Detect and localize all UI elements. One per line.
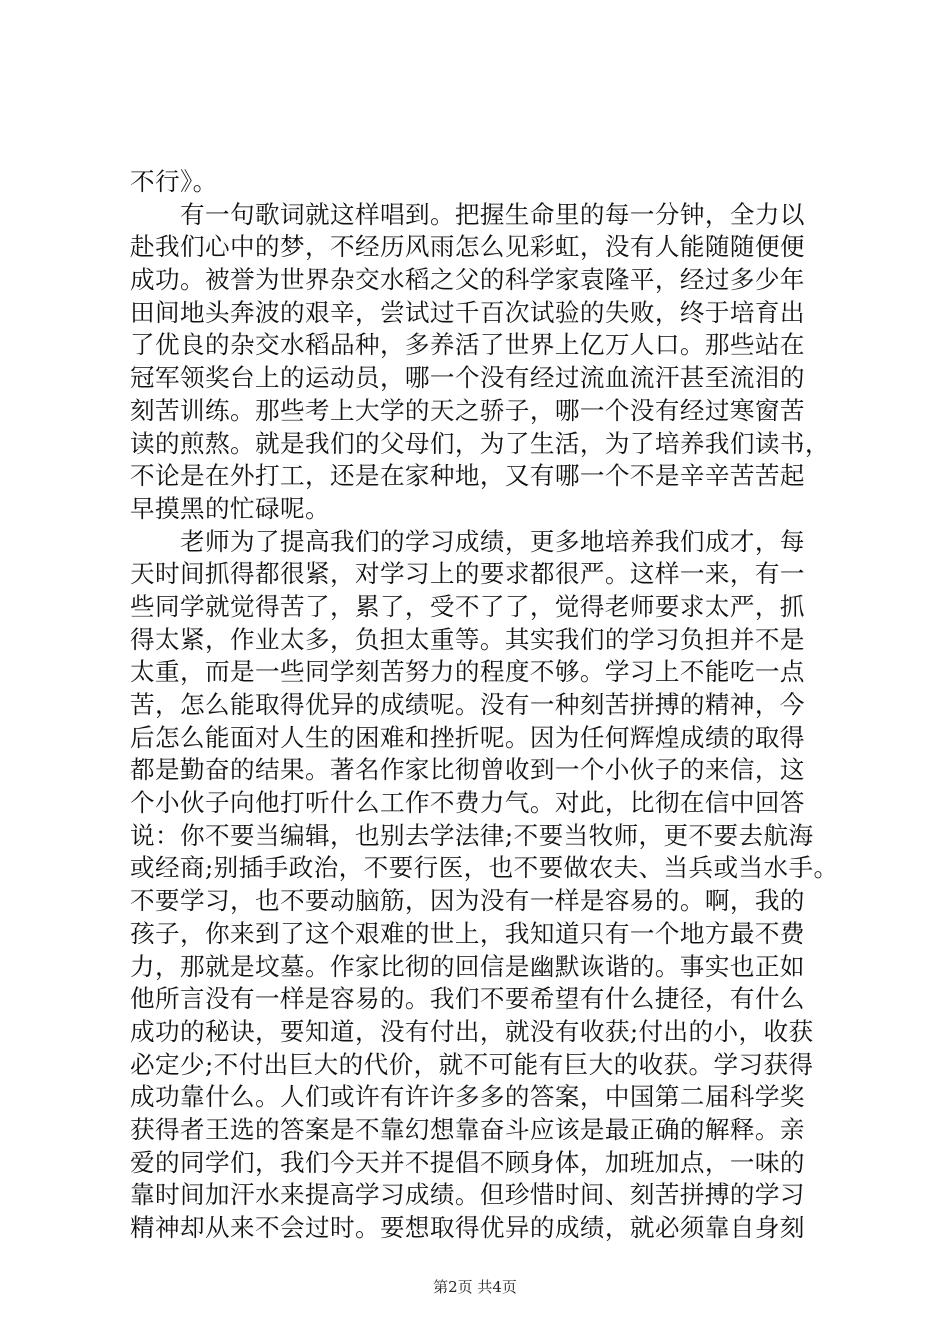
text-line: 成功的秘诀，要知道，没有付出，就没有收获;付出的小，收获	[130, 1016, 814, 1046]
paragraph-first-line: 老师为了提高我们的学习成绩，更多地培养我们成才，每	[180, 526, 805, 556]
text-line: 爱的同学们，我们今天并不提倡不顾身体，加班加点，一味的	[130, 1147, 805, 1177]
text-line: 他所言没有一样是容易的。我们不要希望有什么捷径，有什么	[130, 984, 805, 1014]
text-line: 早摸黑的忙碌呢。	[130, 493, 330, 523]
text-line: 冠军领奖台上的运动员，哪一个没有经过流血流汗甚至流泪的	[130, 363, 805, 393]
text-line: 个小伙子向他打听什么工作不费力气。对此，比彻在信中回答	[130, 788, 805, 818]
text-line: 后怎么能面对人生的困难和挫折呢。因为任何辉煌成绩的取得	[130, 722, 805, 752]
text-line: 些同学就觉得苦了，累了，受不了了，觉得老师要求太严，抓	[130, 591, 805, 621]
paragraph-first-line: 有一句歌词就这样唱到。把握生命里的每一分钟，全力以	[180, 199, 805, 229]
text-line: 天时间抓得都很紧，对学习上的要求都很严。这样一来，有一	[130, 559, 805, 589]
text-line: 成功。被誉为世界杂交水稻之父的科学家袁隆平，经过多少年	[130, 265, 805, 295]
text-line: 了优良的杂交水稻品种，多养活了世界上亿万人口。那些站在	[130, 330, 805, 360]
text-line: 田间地头奔波的艰辛，尝试过千百次试验的失败，终于培育出	[130, 297, 805, 327]
text-line: 精神却从来不会过时。要想取得优异的成绩，就必须靠自身刻	[130, 1213, 805, 1242]
text-line: 说：你不要当编辑，也别去学法律;不要当牧师，更不要去航海	[130, 820, 814, 850]
text-line: 不论是在外打工，还是在家种地，又有哪一个不是辛辛苦苦起	[130, 461, 805, 491]
page-footer: 第2页 共4页	[433, 1278, 517, 1296]
text-line: 必定少;不付出巨大的代价，就不可能有巨大的收获。学习获得	[130, 1049, 814, 1079]
text-line: 成功靠什么。人们或许有许许多多的答案，中国第二届科学奖	[130, 1082, 805, 1112]
text-line: 力，那就是坟墓。作家比彻的回信是幽默诙谐的。事实也正如	[130, 951, 805, 981]
text-line: 都是勤奋的结果。著名作家比彻曾收到一个小伙子的来信，这	[130, 755, 805, 785]
text-line: 得太紧，作业太多，负担太重等。其实我们的学习负担并不是	[130, 624, 805, 654]
text-line: 获得者王选的答案是不靠幻想靠奋斗应该是最正确的解释。亲	[130, 1114, 805, 1144]
text-line: 靠时间加汗水来提高学习成绩。但珍惜时间、刻苦拼搏的学习	[130, 1180, 805, 1210]
text-line: 刻苦训练。那些考上大学的天之骄子，哪一个没有经过寒窗苦	[130, 395, 805, 425]
body-text	[130, 166, 839, 1245]
text-line: 读的煎熬。就是我们的父母们，为了生活，为了培养我们读书，	[130, 428, 830, 458]
text-line: 不行》。	[130, 167, 218, 196]
text-line: 苦，怎么能取得优异的成绩呢。没有一种刻苦拼搏的精神，今	[130, 690, 805, 719]
text-line: 或经商;别插手政治，不要行医，也不要做农夫、当兵或当水手。	[130, 853, 839, 883]
text-line: 孩子，你来到了这个艰难的世上，我知道只有一个地方最不费	[130, 918, 805, 948]
text-line: 不要学习，也不要动脑筋，因为没有一样是容易的。啊，我的	[130, 886, 805, 916]
text-line: 赴我们心中的梦，不经历风雨怎么见彩虹，没有人能随随便便	[130, 232, 805, 262]
text-line: 太重，而是一些同学刻苦努力的程度不够。学习上不能吃一点	[130, 657, 805, 687]
